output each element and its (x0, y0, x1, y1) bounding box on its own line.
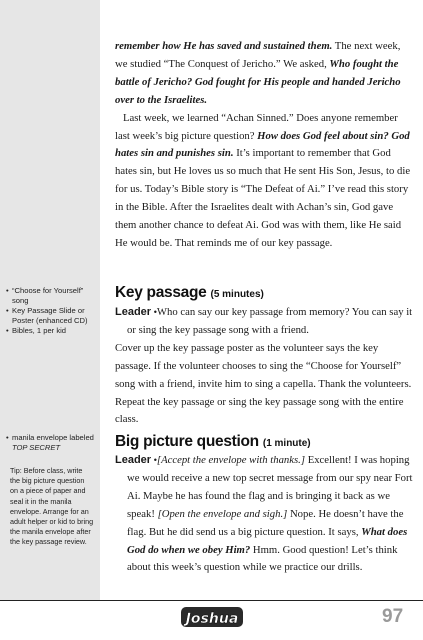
footer-rule (0, 600, 423, 601)
leader-tip: Tip: Before class, write the big picture question on a piece of paper and seal it in the manila envelope. Arrange for an adult helper or kid to bring the manila envelope after the key passage review. (10, 466, 94, 547)
intro-paragraph-1: remember how He has saved and sustained them. The next week, we studied “The Conquest of Jericho.” We asked, Who fought the battle of Jericho? God fought for His people and handed Jericho over to the Israelites. (115, 40, 401, 106)
material-item: • manila envelope labeled TOP SECRET (6, 433, 94, 453)
svg-text:Joshua: Joshua (185, 611, 239, 627)
materials-list-big-picture (6, 433, 94, 453)
materials-list-key-passage (6, 286, 94, 336)
leader-line: Leader •Who can say our key passage from memory? You can say it or sing the key passage song with a friend. (115, 306, 413, 336)
material-item: • Bibles, 1 per kid (6, 326, 94, 336)
page-number: 97 (382, 606, 404, 627)
big-picture-heading: Big picture question (1 minute) (115, 433, 311, 450)
big-picture-section (115, 452, 415, 577)
joshua-logo (180, 604, 244, 630)
key-passage-heading: Key passage (5 minutes) (115, 284, 264, 301)
intro-section (115, 38, 415, 253)
key-passage-instructions: Cover up the key passage poster as the volunteer says the key passage. If the volunteer chooses to sing the “Choose for Yourself” song with a friend, invite him to sing a capella. Thank the volunteers. Repeat the key passage or sing the key passage song with the entire class. (115, 341, 412, 426)
material-item: • Key Passage Slide or Poster (enhanced CD) (6, 306, 94, 326)
leader-line: Leader •[Accept the envelope with thanks.] Excellent! I was hoping we would receive a new top secret message from our spy near Fort Ai. Maybe he has found the flag and is bringing it back as we speak! [Open the envelope and sigh.] Nope. He doesn’t have the flag. But he did send us a big picture question. It says, What does God do when we obey Him? Hmm. Good question! Let’s think about this week’s question while we practice our drills. (115, 454, 413, 574)
intro-paragraph-2: Last week, we learned “Achan Sinned.” Does anyone remember last week’s big picture question? How does God feel about sin? God hates sin and punishes sin. It’s important to remember that God hates sin, but He loves us so much that He sent His Son, Jesus, to die for us. Today’s Bible story is “The Defeat of Ai.” I’ve read this story in the Bible. After the Israelites dealt with Achan’s sin, God gave them another chance to defeat Ai. God was with them, like He said He would be. That reminds me of our key passage. (115, 111, 411, 249)
key-passage-section (115, 304, 415, 429)
material-item: • “Choose for Yourself” song (6, 286, 94, 306)
